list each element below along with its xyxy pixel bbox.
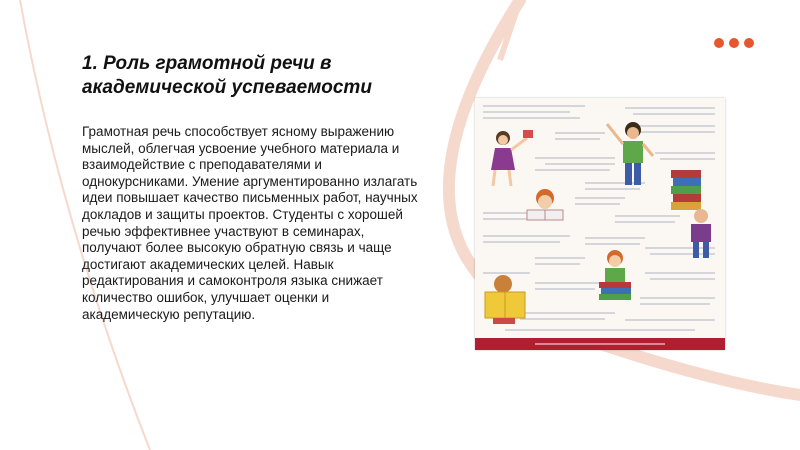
poster-illustration xyxy=(475,98,725,350)
slide-title: 1. Роль грамотной речи в академической успеваемости xyxy=(82,53,372,98)
dot xyxy=(729,38,739,48)
three-dots-icon xyxy=(714,38,754,48)
dot xyxy=(744,38,754,48)
slide-paragraph: Грамотная речь способствует ясному выражению мыслей, облегчая усвоение учебного материала и взаимодействие с преподавателями и однокурсниками. Умение аргументированно излагать идеи повышает качество письменных работ, научных докладов и защиты проектов. Студенты с хорошей речью эффективнее участвуют в семинарах, получают более высокую обратную связь и чаще достигают академических целей. Навык редактирования и самоконтроля языка снижает количество ошибок, улучшает оценки и академическую репутацию. xyxy=(82,124,418,322)
dot xyxy=(714,38,724,48)
illustration-poster xyxy=(475,98,725,350)
